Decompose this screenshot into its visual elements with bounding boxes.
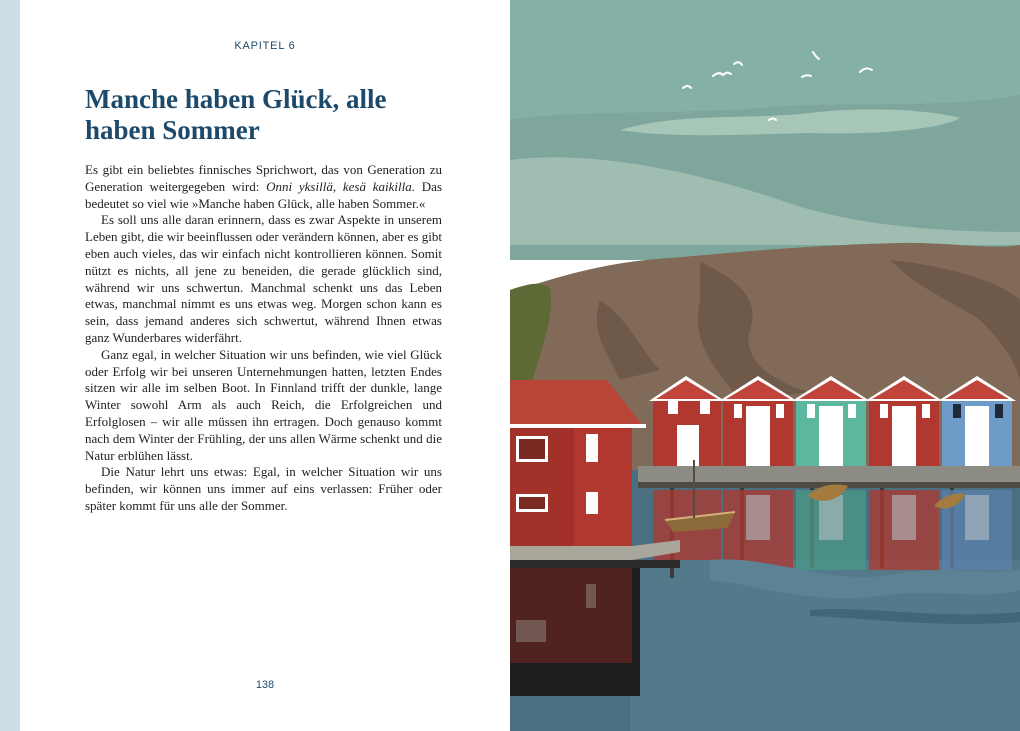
boathouse-window — [807, 404, 815, 418]
boathouse-window — [995, 404, 1003, 418]
paragraph-1-intro: Es gibt ein beliebtes finnisches Sprichwort, das von Generation zu Generation weitergegeben wird: — [85, 162, 442, 194]
body-text — [85, 162, 442, 515]
red-building — [510, 380, 646, 546]
finnish-proverb: Onni yksillä, kesä kaikilla. — [266, 178, 415, 194]
paragraph-2: Es soll uns alle daran erinnern, dass es zwar Aspekte in unserem Leben gibt, die wir beeinflussen oder verändern können, aber es gibt eben auch vieles, das wir einfach nicht kontrollieren können. Somit nützt es nichts, all jene zu beneiden, die gerade glücklich sind, während wir uns schwertun. Manchmal schenkt uns das Leben etwas, manchmal nimmt es uns etwas weg. Morgen schon kann es sein, dass jemand anderes sich schwertut, während Ihnen etwas ganz Wunderbares widerfährt. — [85, 212, 442, 345]
boathouse-window — [922, 404, 930, 418]
building-window — [586, 434, 598, 462]
roof-edge — [510, 424, 646, 428]
boat-mast — [693, 460, 695, 518]
boathouse-window — [700, 400, 710, 414]
harbor-illustration — [510, 0, 1020, 731]
paragraph-3: Ganz egal, in welcher Situation wir uns befinden, wie viel Glück oder Erfolg wir bei unseren Unternehmungen hatten, letzten Endes sitzen wir alle im selben Boot. In Finnland trifft der dunkle, lange Winter sowohl Arm als auch Reich, die Erfolgreichen und Erfolglosen – wir alle müssen ihn ertragen. Doch genauso kommt nach dem Winter der Frühling, der uns allen Wärme schenkt und die Natur erblühen lässt. — [85, 346, 442, 463]
chapter-label: KAPITEL 6 — [234, 40, 296, 52]
boathouse-window — [668, 400, 678, 414]
paragraph-4: Die Natur lehrt uns etwas: Egal, in welcher Situation wir uns befinden, wir können uns immer auf eins verlassen: Früher oder später kommt für uns alle der Sommer. — [85, 464, 442, 513]
chapter-title: Manche haben Glück, alle haben Sommer — [85, 84, 387, 145]
boathouse-window — [953, 404, 961, 418]
dock-shadow — [510, 560, 680, 568]
reflection-door — [819, 495, 843, 540]
book-gutter — [0, 0, 20, 731]
boathouse-door — [819, 406, 843, 466]
building-window — [586, 492, 598, 514]
boathouse-window — [776, 404, 784, 418]
reflection-door — [746, 495, 770, 540]
boathouse-window — [734, 404, 742, 418]
boathouse-door — [746, 406, 770, 466]
building-window-pane — [519, 439, 545, 459]
building-window-pane — [519, 497, 545, 509]
building-reflection-red — [510, 568, 632, 663]
reflection-window — [516, 620, 546, 642]
sky-band-light — [510, 0, 1020, 120]
boathouse-door — [677, 425, 699, 466]
reflection-window — [586, 584, 596, 608]
left-page — [20, 0, 510, 731]
boathouse-door — [892, 406, 916, 466]
reflection-door — [965, 495, 989, 540]
reflection-door — [892, 495, 916, 540]
boathouse-door — [965, 406, 989, 466]
page-number: 138 — [255, 679, 275, 691]
boathouse-window — [880, 404, 888, 418]
pier-deck — [638, 466, 1020, 482]
paragraph-1-translation: Das bedeutet so viel wie »Manche haben Glück, alle haben Sommer.« — [85, 178, 443, 211]
paragraph-1 — [85, 162, 442, 212]
boathouse-window — [848, 404, 856, 418]
